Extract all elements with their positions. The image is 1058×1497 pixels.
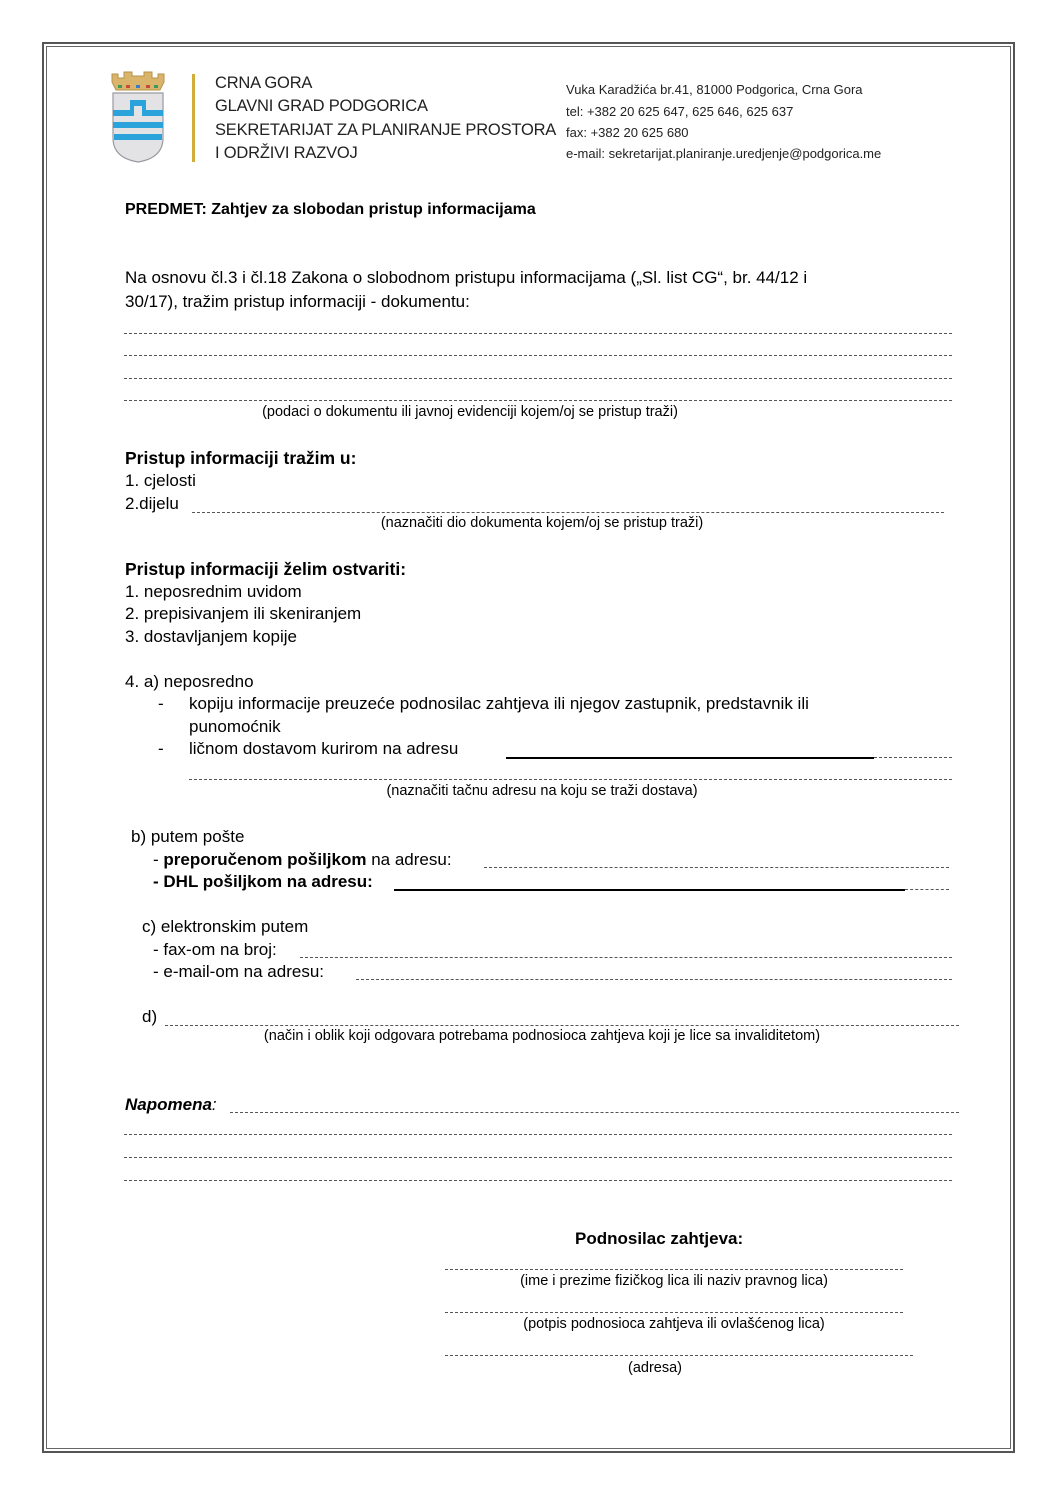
coat-of-arms-icon	[110, 68, 166, 164]
contact-email: e-mail: sekretarijat.planiranje.uredjenje@podgorica.me	[566, 146, 882, 161]
applicant-address-field[interactable]	[445, 1355, 913, 1356]
applicant-heading: Podnosilac zahtjeva:	[575, 1229, 744, 1248]
document-info-field-4[interactable]	[124, 400, 952, 401]
courier-caption: (naznačiti tačnu adresu na koju se traži dostava)	[386, 783, 698, 799]
courier-address-field-2[interactable]	[189, 779, 952, 780]
document-info-field-1[interactable]	[124, 333, 952, 334]
document-info-field-2[interactable]	[124, 355, 952, 356]
registered-mail-suffix: na adresu:	[366, 850, 452, 869]
document-info-field-3[interactable]	[124, 378, 952, 379]
dhl-address-field-ext[interactable]	[905, 889, 949, 890]
method-option-4a[interactable]: 4. a) neposredno	[125, 672, 254, 691]
method-4b-dhl[interactable]: - DHL pošiljkom na adresu:	[153, 872, 373, 891]
note-label: Napomena:	[125, 1095, 217, 1114]
org-line-secretariat-2: I ODRŽIVI RAZVOJ	[215, 144, 358, 162]
applicant-address-caption: (adresa)	[628, 1360, 682, 1376]
header-divider	[192, 74, 195, 162]
document-info-caption: (podaci o dokumentu ili javnoj evidenciji kojem/oj se pristup traži)	[262, 404, 678, 420]
scope-heading: Pristup informaciji tražim u:	[125, 448, 357, 468]
scope-part-field[interactable]	[192, 512, 944, 513]
scope-option-whole[interactable]: 1. cjelosti	[125, 471, 196, 490]
method-option-3[interactable]: 3. dostavljanjem kopije	[125, 627, 297, 646]
email-address-field[interactable]	[356, 979, 952, 980]
scope-caption: (naznačiti dio dokumenta kojem/oj se pristup traži)	[380, 515, 704, 531]
method-4b-heading: b) putem pošte	[131, 827, 245, 846]
method-4c-fax[interactable]: - fax-om na broj:	[153, 940, 277, 959]
registered-mail-address-field[interactable]	[484, 867, 949, 868]
contact-address: Vuka Karadžića br.41, 81000 Podgorica, Crna Gora	[566, 82, 863, 97]
applicant-signature-caption: (potpis podnosioca zahtjeva ili ovlašćenog lica)	[523, 1316, 825, 1332]
scope-option-part[interactable]: 2.dijelu	[125, 494, 179, 513]
document-subject: PREDMET: Zahtjev za slobodan pristup informacijama	[125, 201, 536, 218]
disability-format-field[interactable]	[165, 1025, 959, 1026]
note-field-1[interactable]	[230, 1112, 959, 1113]
courier-address-field-ext[interactable]	[874, 757, 952, 758]
dash-prefix: -	[153, 850, 164, 869]
contact-phone: tel: +382 20 625 647, 625 646, 625 637	[566, 104, 794, 119]
org-line-secretariat: SEKRETARIJAT ZA PLANIRANJE PROSTORA	[215, 121, 557, 139]
applicant-name-field[interactable]	[445, 1269, 903, 1270]
note-field-2[interactable]	[124, 1134, 952, 1135]
note-field-3[interactable]	[124, 1157, 952, 1158]
disability-caption: (način i oblik koji odgovara potrebama podnosioca zahtjeva koji je lice sa invaliditetom)	[263, 1028, 821, 1044]
bullet-dash: -	[158, 739, 164, 758]
method-option-1[interactable]: 1. neposrednim uvidom	[125, 582, 302, 601]
applicant-name-caption: (ime i prezime fizičkog lica ili naziv pravnog lica)	[520, 1273, 828, 1289]
method-4c-heading: c) elektronskim putem	[142, 917, 309, 936]
method-4d-label: d)	[142, 1007, 158, 1026]
dhl-address-field[interactable]	[394, 889, 905, 891]
note-field-4[interactable]	[124, 1180, 952, 1181]
method-heading: Pristup informaciji želim ostvariti:	[125, 559, 407, 579]
fax-number-field[interactable]	[300, 957, 952, 958]
intro-line-1: Na osnovu čl.3 i čl.18 Zakona o slobodnom pristupu informacijama („Sl. list CG“, br. 44/12 i	[125, 268, 808, 287]
org-line-country: CRNA GORA	[215, 74, 313, 92]
intro-line-2: 30/17), tražim pristup informaciji - dokumentu:	[125, 292, 470, 311]
method-4a-courier[interactable]: ličnom dostavom kurirom na adresu	[189, 739, 459, 758]
method-4b-registered[interactable]	[153, 850, 452, 870]
bullet-dash: -	[158, 694, 164, 713]
method-4a-pickup-line2: punomoćnik	[189, 717, 281, 736]
method-4c-email[interactable]: - e-mail-om na adresu:	[153, 962, 325, 981]
applicant-signature-field[interactable]	[445, 1312, 903, 1313]
registered-mail-label: preporučenom pošiljkom	[163, 850, 367, 869]
method-option-2[interactable]: 2. prepisivanjem ili skeniranjem	[125, 604, 362, 623]
courier-address-field[interactable]	[506, 757, 874, 759]
method-4a-pickup-line1[interactable]: kopiju informacije preuzeće podnosilac zahtjeva ili njegov zastupnik, predstavnik ili	[189, 694, 809, 713]
org-line-city: GLAVNI GRAD PODGORICA	[215, 97, 428, 115]
contact-fax: fax: +382 20 625 680	[566, 125, 689, 140]
